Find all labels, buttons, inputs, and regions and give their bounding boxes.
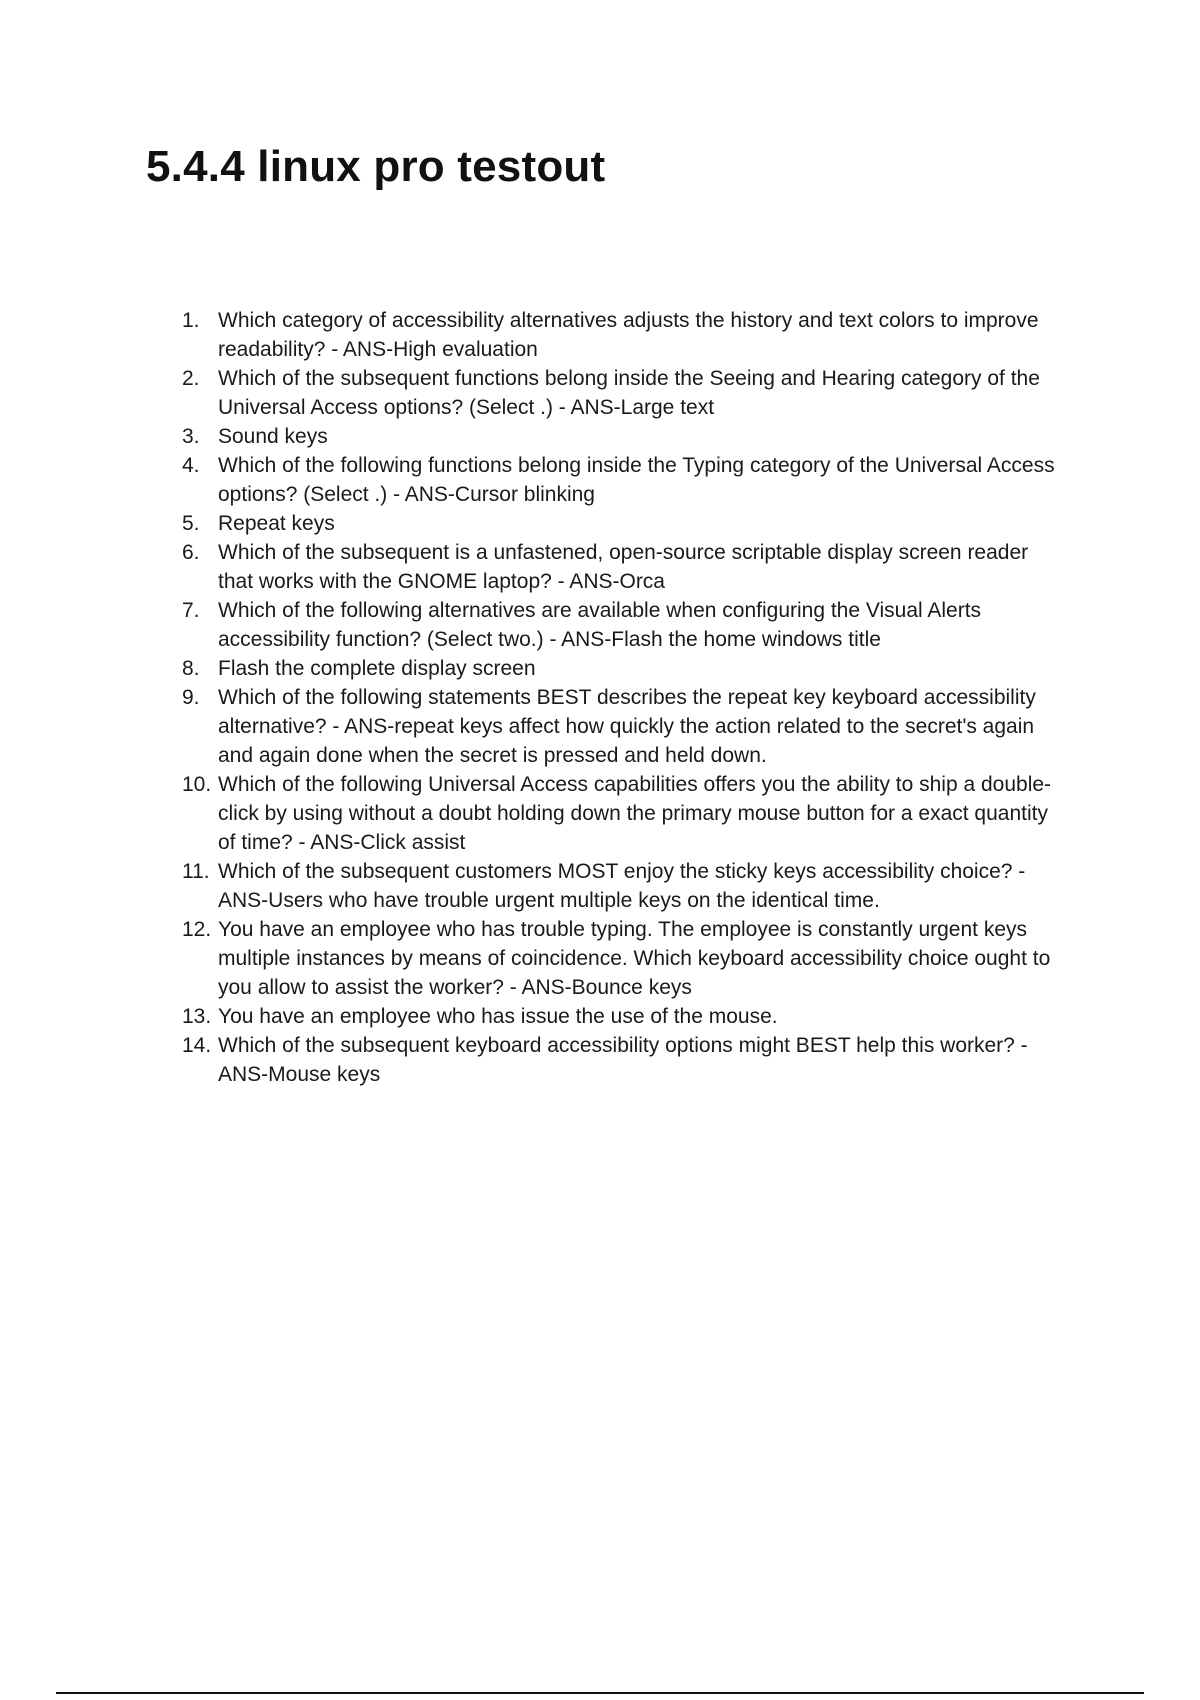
item-number: 14. — [182, 1034, 212, 1057]
item-text: Which of the subsequent customers MOST enjoy the sticky keys accessibility choice? - ANS-Users who have trouble urgent multiple keys on the identical time. — [218, 860, 1026, 912]
item-number: 7. — [182, 599, 200, 622]
question-list — [182, 306, 1062, 1089]
item-number: 3. — [182, 425, 200, 448]
item-number: 1. — [182, 309, 200, 332]
list-item — [182, 683, 1062, 770]
item-number: 2. — [182, 367, 200, 390]
list-item — [182, 509, 1062, 538]
item-number: 10. — [182, 773, 212, 796]
list-item — [182, 451, 1062, 509]
list-item — [182, 422, 1062, 451]
item-number: 5. — [182, 512, 200, 535]
item-text: Which of the following alternatives are available when configuring the Visual Alerts accessibility function? (Select two.) - ANS-Flash the home windows title — [218, 599, 982, 651]
item-text: Which category of accessibility alternatives adjusts the history and text colors to improve readability? - ANS-High evaluation — [218, 309, 1039, 361]
item-text: Which of the subsequent is a unfastened, open-source scriptable display screen reader that works with the GNOME laptop? - ANS-Orca — [218, 541, 1029, 593]
item-text: Which of the subsequent keyboard accessibility options might BEST help this worker? - ANS-Mouse keys — [218, 1034, 1028, 1086]
item-text: Repeat keys — [218, 512, 335, 535]
item-text: Sound keys — [218, 425, 328, 448]
item-number: 4. — [182, 454, 200, 477]
item-number: 9. — [182, 686, 200, 709]
list-item — [182, 1031, 1062, 1089]
item-text: Which of the following statements BEST describes the repeat key keyboard accessibility alternative? - ANS-repeat keys affect how quickly the action related to the secret's again and again done when the secret is pressed and held down. — [218, 686, 1036, 767]
list-item — [182, 538, 1062, 596]
item-text: Which of the following Universal Access capabilities offers you the ability to ship a double-click by using without a doubt holding down the primary mouse button for a exact quantity of time? - ANS-Click assist — [218, 773, 1052, 854]
item-number: 8. — [182, 657, 200, 680]
list-item — [182, 654, 1062, 683]
item-text: You have an employee who has issue the use of the mouse. — [218, 1005, 778, 1028]
list-item — [182, 770, 1062, 857]
item-number: 6. — [182, 541, 200, 564]
item-number: 12. — [182, 918, 212, 941]
list-item — [182, 1002, 1062, 1031]
list-item — [182, 915, 1062, 1002]
page-title: 5.4.4 linux pro testout — [146, 142, 606, 191]
list-item — [182, 857, 1062, 915]
item-text: Flash the complete display screen — [218, 657, 536, 680]
item-number: 11. — [182, 860, 210, 883]
item-number: 13. — [182, 1005, 212, 1028]
item-text: Which of the following functions belong inside the Typing category of the Universal Access options? (Select .) - ANS-Cursor blinking — [218, 454, 1055, 506]
list-item — [182, 596, 1062, 654]
list-item — [182, 306, 1062, 364]
item-text: You have an employee who has trouble typing. The employee is constantly urgent keys multiple instances by means of coincidence. Which keyboard accessibility choice ought to you allow to assist the worker? - ANS-Bounce keys — [218, 918, 1051, 999]
item-text: Which of the subsequent functions belong inside the Seeing and Hearing category of the Universal Access options? (Select .) - ANS-Large text — [218, 367, 1040, 419]
footer-divider — [56, 1692, 1144, 1694]
list-item — [182, 364, 1062, 422]
